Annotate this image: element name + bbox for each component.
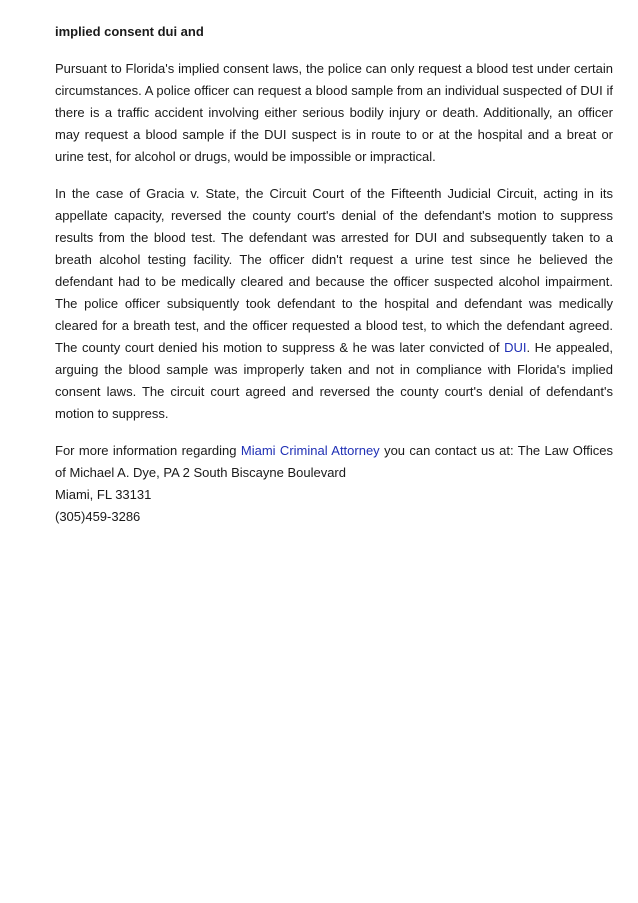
miami-criminal-attorney-link[interactable]: Miami Criminal Attorney	[240, 443, 380, 458]
document-page	[55, 21, 613, 543]
dui-link[interactable]: DUI	[504, 340, 527, 355]
contact-city: Miami, FL 33131	[55, 487, 152, 502]
paragraph-implied-consent: Pursuant to Florida's implied consent laws, the police can only request a blood test under certain circumstances. A police officer can request a blood sample from an individual suspected of DUI if there is a traffic accident involving either serious bodily injury or death. Additionally, an officer may request a blood sample if the DUI suspect is in route to or at the hospital and a breat or urine test, for alcohol or drugs, would be impossible or impractical.	[55, 61, 613, 164]
paragraph-contact	[55, 440, 613, 528]
case-summary-text-continued: . He appealed, arguing the blood sample was improperly taken and not in compliance with Florida's implied consent laws. The circuit court agreed and reversed the county court's denial of defendant's motion to suppress.	[55, 340, 613, 421]
contact-intro-text: For more information regarding	[55, 443, 241, 458]
paragraph-case-summary	[55, 183, 613, 425]
contact-phone: (305)459-3286	[55, 509, 141, 524]
document-heading: implied consent dui and	[55, 24, 204, 39]
contact-address-text: you can contact us at: The Law Offices of Michael A. Dye, PA 2 South Biscayne Boulevard	[55, 443, 613, 480]
case-summary-text: In the case of Gracia v. State, the Circuit Court of the Fifteenth Judicial Circuit, acting in its appellate capacity, reversed the county court's denial of the defendant's motion to suppress results from the blood test. The defendant was arrested for DUI and subsequently taken to a breath alcohol testing facility. The officer didn't request a urine test since he believed the defendant had to be medically cleared and because the officer suspected alcohol impairment. The police officer subsiquently took defendant to the hospital and defendant was medically cleared for a breath test, and the officer requested a blood test, to which the defendant agreed. The county court denied his motion to suppress & he was later convicted of	[55, 186, 613, 355]
